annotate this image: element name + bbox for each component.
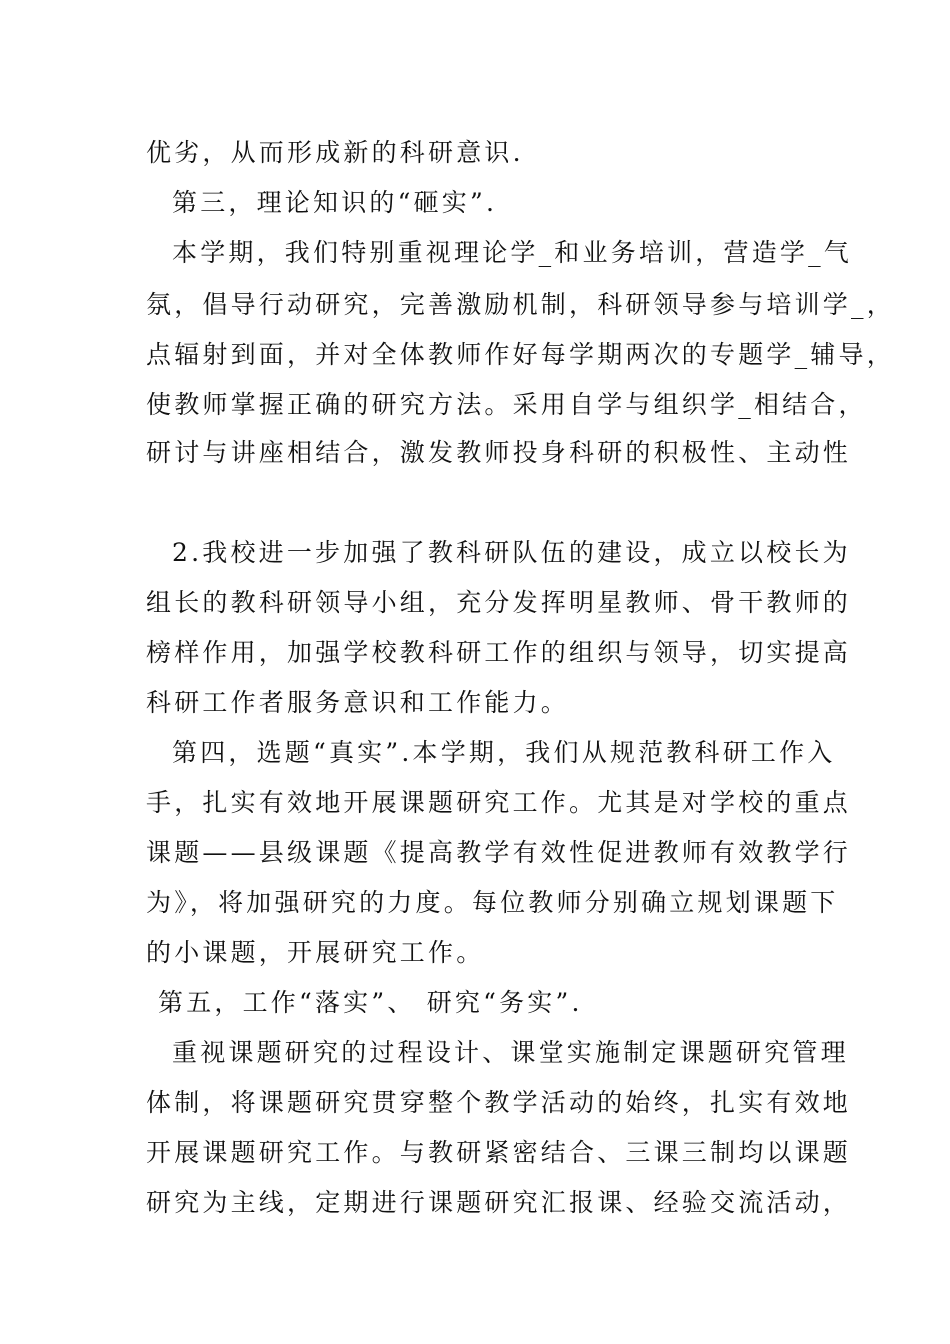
text-line: 开展课题研究工作。与教研紧密结合、三课三制均以课题	[146, 1138, 852, 1167]
text-line: 为》，将加强研究的力度。每位教师分别确立规划课题下	[146, 888, 839, 917]
text-line: 氛，倡导行动研究，完善激励机制，科研领导参与培训学_，	[146, 290, 895, 319]
section-heading: 第五，工作“落实”、 研究“务实”.	[158, 988, 583, 1017]
text-line: 科研工作者服务意识和工作能力。	[146, 688, 570, 717]
text-line: 研讨与讲座相结合，激发教师投身科研的积极性、主动性	[146, 438, 852, 467]
section-heading: 第三，理论知识的“砸实”.	[172, 188, 498, 217]
text-line: 研究为主线，定期进行课题研究汇报课、经验交流活动，	[146, 1188, 852, 1217]
text-line: 优劣，从而形成新的科研意识.	[146, 138, 524, 167]
text-line: 体制，将课题研究贯穿整个教学活动的始终，扎实有效地	[146, 1088, 852, 1117]
text-line: 榜样作用，加强学校教科研工作的组织与领导，切实提高	[146, 638, 852, 667]
text-line: 组长的教科研领导小组，充分发挥明星教师、骨干教师的	[146, 588, 852, 617]
section-heading: 第四，选题“真实”.本学期，我们从规范教科研工作入	[172, 738, 836, 767]
text-line: 点辐射到面，并对全体教师作好每学期两次的专题学_辅导，	[146, 340, 895, 369]
text-line: 的小课题，开展研究工作。	[146, 938, 485, 967]
text-line: 课题——县级课题《提高教学有效性促进教师有效教学行	[146, 838, 852, 867]
text-line: 手，扎实有效地开展课题研究工作。尤其是对学校的重点	[146, 788, 852, 817]
numbered-paragraph: 2.我校进一步加强了教科研队伍的建设，成立以校长为	[172, 538, 851, 567]
text-line: 使教师掌握正确的研究方法。采用自学与组织学_相结合，	[146, 390, 867, 419]
text-line: 本学期，我们特别重视理论学_和业务培训，营造学_气	[172, 238, 853, 267]
text-line: 重视课题研究的过程设计、课堂实施制定课题研究管理	[172, 1038, 849, 1067]
